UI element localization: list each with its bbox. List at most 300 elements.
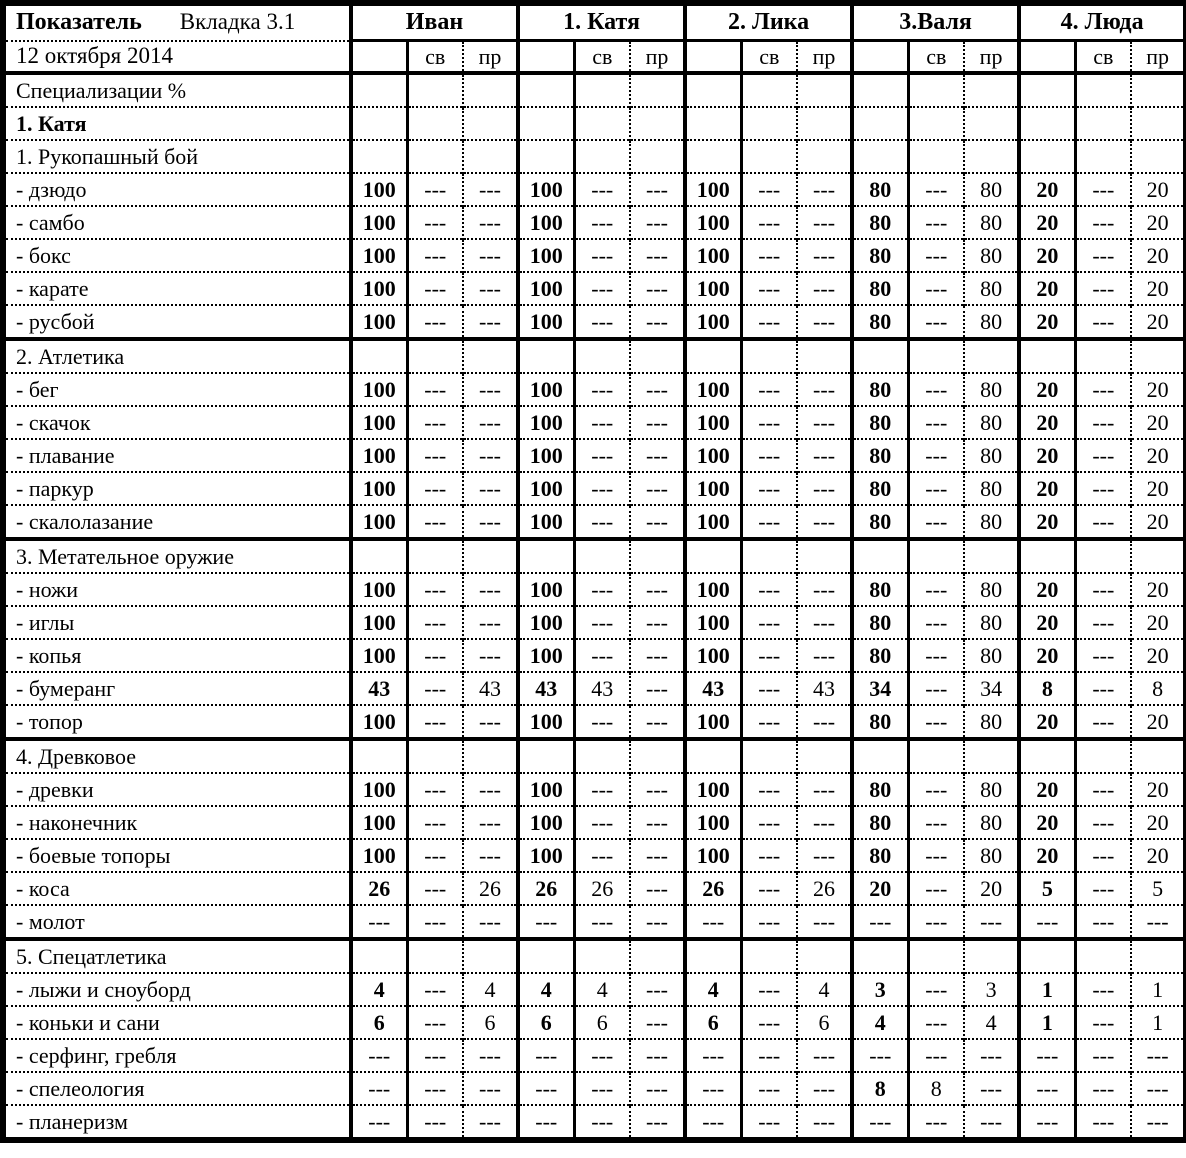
value-cell: 20 [964, 872, 1019, 905]
value-cell: --- [463, 639, 518, 672]
table-body [3, 73, 1186, 1140]
value-cell [518, 739, 574, 773]
value-cell: 20 [1131, 839, 1186, 872]
value-cell: --- [574, 373, 630, 406]
row-label: - наконечник [3, 806, 351, 839]
value-cell: 20 [1131, 373, 1186, 406]
value-cell: 8 [852, 1072, 908, 1105]
value-cell: --- [1075, 639, 1131, 672]
value-cell [1019, 140, 1075, 173]
subcol-header-main [1019, 41, 1075, 74]
value-cell: 100 [685, 705, 741, 739]
value-cell [1131, 107, 1186, 140]
value-cell: --- [908, 206, 964, 239]
table-row [3, 573, 1186, 606]
row-label: - бумеранг [3, 672, 351, 705]
value-cell: 80 [964, 206, 1019, 239]
value-cell: --- [407, 872, 463, 905]
value-cell: 20 [1131, 406, 1186, 439]
value-cell [1075, 107, 1131, 140]
value-cell: 4 [852, 1006, 908, 1039]
value-cell: 1 [1019, 1006, 1075, 1039]
table-row [3, 173, 1186, 206]
subcol-header-pr: пр [463, 41, 518, 74]
value-cell: 20 [1019, 373, 1075, 406]
value-cell: --- [630, 705, 685, 739]
value-cell: --- [463, 472, 518, 505]
table-row [3, 1039, 1186, 1072]
subcol-header-pr: пр [1131, 41, 1186, 74]
value-cell [518, 140, 574, 173]
value-cell [852, 140, 908, 173]
value-cell: --- [964, 1039, 1019, 1072]
value-cell: 100 [518, 639, 574, 672]
value-cell: --- [741, 1039, 797, 1072]
person-header: 3.Валя [852, 3, 1019, 41]
value-cell [1131, 73, 1186, 107]
value-cell: --- [518, 1105, 574, 1140]
value-cell: --- [463, 406, 518, 439]
value-cell: 100 [351, 705, 407, 739]
value-cell: 20 [1131, 206, 1186, 239]
value-cell: --- [741, 839, 797, 872]
value-cell: --- [797, 1039, 852, 1072]
value-cell: 20 [1131, 472, 1186, 505]
value-cell: 80 [964, 773, 1019, 806]
value-cell: 8 [908, 1072, 964, 1105]
value-cell [351, 939, 407, 973]
value-cell: --- [407, 905, 463, 939]
value-cell: --- [1075, 1006, 1131, 1039]
value-cell: --- [1131, 1039, 1186, 1072]
value-cell [685, 140, 741, 173]
value-cell: --- [407, 839, 463, 872]
value-cell [908, 339, 964, 373]
value-cell [797, 73, 852, 107]
value-cell: 4 [351, 973, 407, 1006]
value-cell: --- [574, 705, 630, 739]
value-cell: 80 [964, 606, 1019, 639]
section-header-row [3, 939, 1186, 973]
value-cell [741, 939, 797, 973]
value-cell [351, 73, 407, 107]
value-cell: 100 [685, 505, 741, 539]
value-cell [407, 140, 463, 173]
value-cell [463, 107, 518, 140]
value-cell: 80 [852, 472, 908, 505]
value-cell: --- [741, 773, 797, 806]
value-cell: --- [1075, 305, 1131, 339]
value-cell [908, 73, 964, 107]
value-cell [964, 739, 1019, 773]
value-cell: --- [1075, 439, 1131, 472]
value-cell: --- [741, 239, 797, 272]
value-cell: --- [574, 573, 630, 606]
value-cell: --- [908, 1039, 964, 1072]
value-cell [1131, 339, 1186, 373]
value-cell: 1 [1131, 973, 1186, 1006]
value-cell: 20 [1019, 472, 1075, 505]
value-cell [797, 339, 852, 373]
table-row [3, 1072, 1186, 1105]
value-cell [407, 339, 463, 373]
value-cell [1019, 939, 1075, 973]
value-cell: --- [574, 639, 630, 672]
value-cell: --- [407, 973, 463, 1006]
value-cell: 80 [852, 272, 908, 305]
value-cell: --- [797, 639, 852, 672]
value-cell: 100 [685, 573, 741, 606]
value-cell: --- [407, 206, 463, 239]
value-cell: --- [463, 239, 518, 272]
row-label: 3. Метательное оружие [3, 539, 351, 573]
value-cell: 100 [685, 806, 741, 839]
table-row [3, 406, 1186, 439]
value-cell: 100 [518, 206, 574, 239]
value-cell: 80 [964, 373, 1019, 406]
value-cell: --- [908, 973, 964, 1006]
table-row [3, 107, 1186, 140]
value-cell: 80 [964, 573, 1019, 606]
value-cell [1075, 339, 1131, 373]
row-label: - спелеология [3, 1072, 351, 1105]
value-cell [964, 539, 1019, 573]
value-cell: 43 [463, 672, 518, 705]
value-cell: 6 [351, 1006, 407, 1039]
table-row [3, 773, 1186, 806]
value-cell [463, 339, 518, 373]
value-cell: --- [797, 839, 852, 872]
value-cell [463, 140, 518, 173]
value-cell: --- [574, 305, 630, 339]
value-cell: --- [574, 1072, 630, 1105]
value-cell: --- [407, 639, 463, 672]
value-cell: --- [630, 505, 685, 539]
value-cell: --- [797, 1072, 852, 1105]
value-cell: --- [574, 606, 630, 639]
value-cell: --- [741, 439, 797, 472]
value-cell: --- [797, 206, 852, 239]
value-cell: --- [741, 206, 797, 239]
table-row [3, 639, 1186, 672]
row-label: - бокс [3, 239, 351, 272]
table-row [3, 439, 1186, 472]
value-cell: --- [1075, 872, 1131, 905]
value-cell: --- [741, 173, 797, 206]
value-cell: --- [407, 1072, 463, 1105]
value-cell [463, 739, 518, 773]
row-label: - самбо [3, 206, 351, 239]
value-cell: --- [741, 573, 797, 606]
value-cell: --- [1075, 239, 1131, 272]
value-cell: 26 [351, 872, 407, 905]
value-cell [964, 107, 1019, 140]
value-cell: 80 [964, 305, 1019, 339]
value-cell: --- [908, 672, 964, 705]
value-cell: --- [630, 905, 685, 939]
section-header-row [3, 539, 1186, 573]
value-cell: 100 [351, 305, 407, 339]
table-row [3, 472, 1186, 505]
value-cell [1075, 739, 1131, 773]
value-cell: --- [630, 239, 685, 272]
value-cell: 80 [964, 439, 1019, 472]
row-label: - иглы [3, 606, 351, 639]
value-cell: 100 [351, 573, 407, 606]
date-label: 12 октября 2014 [3, 41, 351, 74]
value-cell: --- [852, 1105, 908, 1140]
value-cell: --- [630, 373, 685, 406]
person-header: 2. Лика [685, 3, 852, 41]
value-cell [1131, 539, 1186, 573]
subcol-header-main [852, 41, 908, 74]
value-cell: 100 [351, 806, 407, 839]
row-label: - паркур [3, 472, 351, 505]
value-cell: 80 [852, 173, 908, 206]
value-cell: 6 [518, 1006, 574, 1039]
value-cell [741, 73, 797, 107]
row-label: - карате [3, 272, 351, 305]
value-cell [852, 739, 908, 773]
value-cell: --- [964, 1105, 1019, 1140]
value-cell: 100 [685, 173, 741, 206]
value-cell [741, 539, 797, 573]
value-cell: 43 [685, 672, 741, 705]
value-cell: 4 [797, 973, 852, 1006]
value-cell: --- [407, 406, 463, 439]
value-cell: 80 [964, 272, 1019, 305]
value-cell [463, 73, 518, 107]
value-cell: --- [574, 905, 630, 939]
table-row [3, 973, 1186, 1006]
value-cell: 80 [964, 472, 1019, 505]
value-cell [630, 140, 685, 173]
value-cell: --- [741, 606, 797, 639]
value-cell: --- [574, 272, 630, 305]
value-cell [908, 739, 964, 773]
value-cell: 100 [685, 373, 741, 406]
value-cell: 100 [685, 206, 741, 239]
value-cell: 100 [518, 239, 574, 272]
value-cell: 100 [518, 373, 574, 406]
value-cell: 20 [1131, 806, 1186, 839]
value-cell: 100 [518, 573, 574, 606]
value-cell: 20 [1131, 272, 1186, 305]
value-cell [574, 339, 630, 373]
value-cell: 20 [1019, 239, 1075, 272]
table-row [3, 206, 1186, 239]
value-cell [685, 939, 741, 973]
value-cell: 26 [797, 872, 852, 905]
value-cell: 100 [351, 272, 407, 305]
value-cell: --- [908, 305, 964, 339]
header-subcols-row [3, 41, 1186, 74]
row-label: - древки [3, 773, 351, 806]
value-cell: 43 [351, 672, 407, 705]
value-cell: 80 [852, 573, 908, 606]
value-cell: --- [741, 272, 797, 305]
value-cell [351, 539, 407, 573]
value-cell: --- [407, 672, 463, 705]
value-cell [630, 539, 685, 573]
value-cell: --- [1075, 606, 1131, 639]
value-cell: --- [741, 672, 797, 705]
value-cell: --- [574, 806, 630, 839]
value-cell: --- [797, 573, 852, 606]
value-cell: 43 [797, 672, 852, 705]
value-cell: 100 [351, 239, 407, 272]
value-cell: --- [797, 173, 852, 206]
person-header: Иван [351, 3, 518, 41]
value-cell: --- [1075, 806, 1131, 839]
value-cell: --- [630, 872, 685, 905]
value-cell: --- [407, 1105, 463, 1140]
value-cell [630, 339, 685, 373]
value-cell [463, 539, 518, 573]
value-cell: 20 [1131, 639, 1186, 672]
value-cell: --- [1075, 472, 1131, 505]
subcol-header-main [685, 41, 741, 74]
value-cell: --- [797, 773, 852, 806]
value-cell: 8 [1131, 672, 1186, 705]
value-cell: --- [463, 305, 518, 339]
value-cell: --- [685, 905, 741, 939]
value-cell: --- [1075, 905, 1131, 939]
value-cell: --- [1019, 1105, 1075, 1140]
value-cell: --- [908, 905, 964, 939]
table-row [3, 806, 1186, 839]
value-cell: --- [630, 573, 685, 606]
value-cell [964, 140, 1019, 173]
value-cell: 100 [685, 406, 741, 439]
value-cell [574, 140, 630, 173]
value-cell: --- [685, 1039, 741, 1072]
value-cell: 20 [1019, 839, 1075, 872]
value-cell: --- [797, 305, 852, 339]
value-cell: --- [407, 272, 463, 305]
value-cell: --- [574, 406, 630, 439]
value-cell [741, 339, 797, 373]
value-cell: 26 [685, 872, 741, 905]
section-header-row [3, 339, 1186, 373]
value-cell: 100 [351, 406, 407, 439]
subcol-header-sv: св [574, 41, 630, 74]
value-cell: 20 [1019, 305, 1075, 339]
value-cell: 80 [964, 173, 1019, 206]
value-cell: 1 [1131, 1006, 1186, 1039]
value-cell [1075, 73, 1131, 107]
value-cell [407, 739, 463, 773]
value-cell: 20 [1131, 505, 1186, 539]
value-cell: 20 [1019, 439, 1075, 472]
value-cell: 26 [518, 872, 574, 905]
value-cell [1019, 339, 1075, 373]
value-cell: 100 [518, 773, 574, 806]
value-cell: --- [351, 1072, 407, 1105]
value-cell: 80 [852, 839, 908, 872]
value-cell: 100 [351, 639, 407, 672]
value-cell: --- [351, 1105, 407, 1140]
table-row [3, 305, 1186, 339]
value-cell: --- [1019, 1072, 1075, 1105]
row-label: 1. Рукопашный бой [3, 140, 351, 173]
value-cell: --- [908, 806, 964, 839]
table-row [3, 606, 1186, 639]
row-label: Специализации % [3, 73, 351, 107]
value-cell: 6 [463, 1006, 518, 1039]
value-cell: --- [574, 239, 630, 272]
value-cell: --- [574, 1039, 630, 1072]
value-cell: 100 [685, 272, 741, 305]
value-cell: 5 [1131, 872, 1186, 905]
row-label: - скачок [3, 406, 351, 439]
value-cell: --- [964, 905, 1019, 939]
value-cell [741, 140, 797, 173]
value-cell: 80 [852, 206, 908, 239]
value-cell: --- [407, 472, 463, 505]
value-cell: 100 [685, 773, 741, 806]
value-cell: --- [908, 1105, 964, 1140]
value-cell: --- [574, 472, 630, 505]
value-cell: 80 [852, 606, 908, 639]
value-cell: --- [407, 705, 463, 739]
value-cell: 5 [1019, 872, 1075, 905]
value-cell: --- [630, 839, 685, 872]
row-label: 5. Спецатлетика [3, 939, 351, 973]
value-cell [574, 939, 630, 973]
value-cell: 34 [964, 672, 1019, 705]
value-cell: --- [574, 773, 630, 806]
value-cell: 20 [1131, 173, 1186, 206]
value-cell: --- [908, 1006, 964, 1039]
row-label: - ножи [3, 573, 351, 606]
value-cell: --- [1131, 905, 1186, 939]
value-cell: 4 [964, 1006, 1019, 1039]
value-cell: --- [908, 573, 964, 606]
value-cell: --- [908, 239, 964, 272]
table-row [3, 73, 1186, 107]
value-cell [908, 107, 964, 140]
value-cell: --- [741, 305, 797, 339]
value-cell: --- [463, 1072, 518, 1105]
row-label: - бег [3, 373, 351, 406]
value-cell: 26 [463, 872, 518, 905]
row-label: - коса [3, 872, 351, 905]
value-cell: --- [407, 1006, 463, 1039]
value-cell: --- [741, 639, 797, 672]
value-cell: 80 [852, 305, 908, 339]
value-cell: --- [463, 1105, 518, 1140]
value-cell [852, 107, 908, 140]
value-cell [351, 140, 407, 173]
value-cell: --- [407, 373, 463, 406]
value-cell [797, 939, 852, 973]
value-cell: 1 [1019, 973, 1075, 1006]
value-cell: 43 [574, 672, 630, 705]
value-cell: --- [908, 773, 964, 806]
value-cell: --- [908, 406, 964, 439]
value-cell: --- [630, 1072, 685, 1105]
value-cell: --- [463, 1039, 518, 1072]
value-cell: --- [1131, 1072, 1186, 1105]
value-cell: 80 [964, 406, 1019, 439]
value-cell [630, 73, 685, 107]
value-cell: 100 [685, 472, 741, 505]
value-cell: 4 [463, 973, 518, 1006]
value-cell [574, 107, 630, 140]
value-cell [1019, 739, 1075, 773]
value-cell: --- [463, 773, 518, 806]
